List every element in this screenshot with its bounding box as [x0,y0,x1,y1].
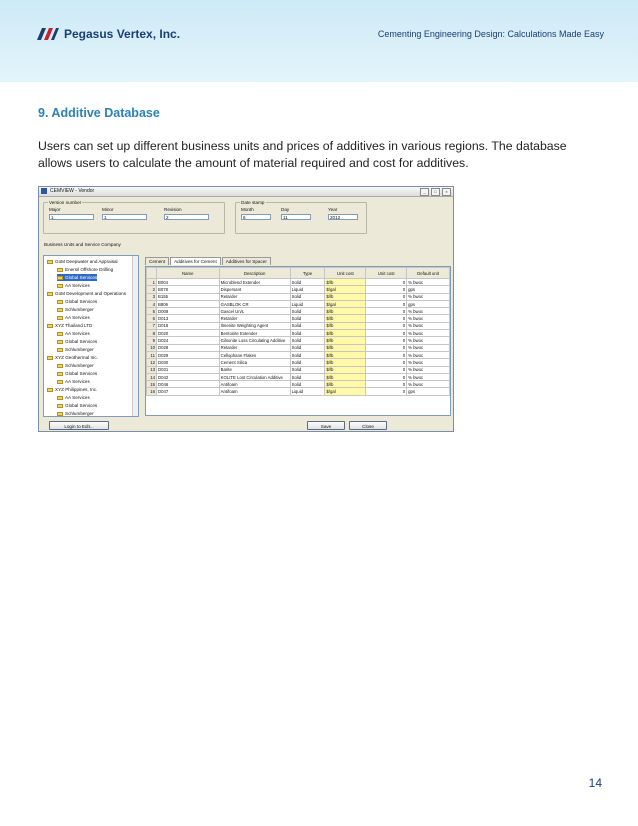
tree-node[interactable] [47,354,98,361]
cell-description[interactable]: Barite [219,366,290,373]
cell-name[interactable]: D042 [156,373,219,380]
cell-name[interactable]: D028 [156,344,219,351]
cell-unit-cost-value[interactable]: 0 [366,293,407,300]
tree-node-label: XYZ Thailand LTD [55,323,93,328]
table-row[interactable] [147,330,450,337]
cell-unit-cost[interactable]: $/lb [325,337,366,344]
cell-description[interactable]: Cellophane Flakes [219,351,290,358]
cell-name[interactable]: D020 [156,330,219,337]
row-number: 14 [147,373,157,380]
minor-field[interactable]: 1 [102,214,147,220]
cell-type[interactable]: Solid [290,279,325,286]
cell-default-unit[interactable]: gps [407,300,450,307]
cell-unit-cost[interactable]: $/lb [325,359,366,366]
tree-node[interactable] [57,394,90,401]
additives-grid [145,266,451,416]
tree-node-label: XYZ Geothermal Inc. [55,355,98,360]
cell-unit-cost-value[interactable]: 0 [366,308,407,315]
cell-default-unit[interactable]: % bwoc [407,330,450,337]
day-field[interactable]: 11 [281,214,311,220]
additive-tabs [145,257,272,265]
tree-node[interactable] [47,386,97,393]
cell-unit-cost[interactable]: $/lb [325,373,366,380]
cell-unit-cost[interactable]: $/lb [325,279,366,286]
tree-node[interactable] [57,338,97,345]
row-number: 3 [147,293,157,300]
cell-type[interactable]: Solid [290,330,325,337]
folder-icon [57,348,63,352]
cell-unit-cost[interactable]: $/lb [325,344,366,351]
cell-default-unit[interactable]: % bwoc [407,381,450,388]
year-field[interactable]: 2012 [328,214,358,220]
cell-type[interactable]: Solid [290,381,325,388]
folder-icon [57,308,63,312]
tree-node[interactable] [57,314,90,321]
tree-node-label: AA Services [65,315,90,320]
cell-type[interactable]: Liquid [290,300,325,307]
cell-default-unit[interactable]: gps [407,388,450,395]
month-field[interactable]: 6 [241,214,271,220]
tree-node-label: GoM Development and Operations [55,291,126,296]
folder-icon [57,396,63,400]
table-row[interactable] [147,315,450,322]
major-field[interactable]: 1 [49,214,94,220]
tab-additives-spacer[interactable]: Additives for Spacer [222,257,271,265]
tree-node[interactable] [57,266,113,273]
tree-node-label: Enersil Offshore Drilling [65,267,114,272]
row-number: 9 [147,337,157,344]
header-tagline: Cementing Engineering Design: Calculations Made Easy [377,29,604,39]
cell-name[interactable]: B806 [156,300,219,307]
cell-type[interactable]: Solid [290,315,325,322]
cell-description[interactable]: KOLITE Lost Circulation Additive [219,373,290,380]
folder-icon [57,284,63,288]
cell-type[interactable]: Solid [290,359,325,366]
tree-node-label: Global Services [65,403,98,408]
row-number: 6 [147,315,157,322]
cell-default-unit[interactable]: % bwoc [407,315,450,322]
cell-description[interactable]: Retarder [219,315,290,322]
cell-type[interactable]: Liquid [290,286,325,293]
folder-icon [47,324,53,328]
cell-description[interactable]: Gilsonite Loss Circulating Additive [219,337,290,344]
cell-description[interactable]: Bentonite Extender [219,330,290,337]
cell-name[interactable]: D047 [156,388,219,395]
tab-additives-cement[interactable]: Additives for Cement [170,257,221,265]
maximize-icon[interactable]: □ [431,188,440,196]
tree-node[interactable] [57,402,97,409]
folder-icon [47,292,53,296]
tree-node[interactable] [47,290,126,297]
tree-node-label: Schlumberger [65,347,94,352]
table-row[interactable] [147,366,450,373]
cell-default-unit[interactable]: % bwoc [407,351,450,358]
cell-unit-cost[interactable]: $/lb [325,293,366,300]
date-group-label: Date stamp [241,200,265,205]
business-units-tree[interactable] [43,255,139,417]
cell-unit-cost[interactable]: $/gal [325,388,366,395]
cell-type[interactable]: Solid [290,344,325,351]
cell-default-unit[interactable]: % bwoc [407,373,450,380]
vendor-window-screenshot [38,186,454,432]
row-number: 4 [147,300,157,307]
table-row[interactable] [147,373,450,380]
tree-node[interactable] [47,258,118,265]
tree-node-label: XYZ Philippines, Inc. [55,387,98,392]
cell-name[interactable]: D031 [156,366,219,373]
cell-unit-cost-value[interactable]: 0 [366,366,407,373]
folder-icon [57,404,63,408]
cell-name[interactable]: D024 [156,337,219,344]
table-row[interactable] [147,351,450,358]
row-number-header [147,268,157,279]
row-number: 16 [147,388,157,395]
close-button[interactable]: Close [349,421,387,430]
cell-description[interactable]: Antifoam [219,381,290,388]
table-row[interactable] [147,388,450,395]
tree-node-label: Schlumberger [65,411,94,416]
login-to-edit-button[interactable]: Login to Edit... [49,421,109,430]
cell-unit-cost[interactable]: $/lb [325,366,366,373]
cell-default-unit[interactable]: gps [407,286,450,293]
year-label: Year [328,207,338,212]
folder-icon [57,332,63,336]
cell-type[interactable]: Solid [290,337,325,344]
folder-icon [57,300,63,304]
cell-default-unit[interactable]: % bwoc [407,344,450,351]
tree-label: Business Units and Service Company [44,242,121,247]
company-name: Pegasus Vertex, Inc. [64,27,181,41]
tree-node[interactable] [57,362,94,369]
tree-node-label: Global Services [65,371,98,376]
row-number: 5 [147,308,157,315]
row-number: 7 [147,322,157,329]
row-number: 2 [147,286,157,293]
table-row[interactable] [147,293,450,300]
section-body: Users can set up different business units and prices of additives in various regions. The database allows users to calculate the amount of material required and cost for additives. [38,139,567,170]
cell-unit-cost[interactable]: $/lb [325,308,366,315]
tree-scrollbar[interactable] [132,256,138,416]
cell-description[interactable]: Retarder [219,293,290,300]
tree-node[interactable] [57,370,97,377]
column-header-description[interactable]: Description [219,268,290,279]
row-number: 15 [147,381,157,388]
row-number: 10 [147,344,157,351]
cell-type[interactable]: Solid [290,322,325,329]
folder-icon [57,372,63,376]
tree-node[interactable] [57,306,94,313]
cell-name[interactable]: B155 [156,293,219,300]
cell-unit-cost-value[interactable]: 0 [366,337,407,344]
row-number: 13 [147,366,157,373]
tree-node[interactable] [57,330,90,337]
cell-unit-cost[interactable]: $/lb [325,315,366,322]
page-number: 14 [588,776,602,790]
page-header [0,0,638,82]
cell-name[interactable]: D046 [156,381,219,388]
cell-type[interactable]: Solid [290,366,325,373]
minor-label: Minor [102,207,114,212]
cell-default-unit[interactable]: % bwoc [407,322,450,329]
tree-node[interactable] [47,322,92,329]
tree-node-label: GoM Deepwater and Appraisal [55,259,118,264]
row-number: 12 [147,359,157,366]
cell-type[interactable]: Solid [290,373,325,380]
column-header-type[interactable]: Type [290,268,325,279]
folder-icon [57,268,63,272]
cell-type[interactable]: Liquid [290,388,325,395]
cell-type[interactable]: Solid [290,351,325,358]
folder-icon [57,412,63,416]
tree-node[interactable] [57,282,90,289]
cell-unit-cost-value[interactable]: 0 [366,300,407,307]
table-row[interactable] [147,279,450,286]
cell-unit-cost-value[interactable]: 0 [366,359,407,366]
tree-node-label: AA Services [65,379,90,384]
section-title: 9. Additive Database [38,106,160,120]
tree-node-label: Global Services [65,339,98,344]
cell-unit-cost-value[interactable]: 0 [366,330,407,337]
cell-unit-cost-value[interactable]: 0 [366,315,407,322]
cell-unit-cost-value[interactable]: 0 [366,286,407,293]
app-icon [41,188,47,194]
cell-description[interactable]: Cement Silica [219,359,290,366]
folder-icon [57,340,63,344]
folder-icon [57,276,63,280]
row-number: 8 [147,330,157,337]
cell-unit-cost-value[interactable]: 0 [366,381,407,388]
table-row[interactable] [147,337,450,344]
cell-unit-cost[interactable]: $/lb [325,351,366,358]
cell-description[interactable]: Dispersant [219,286,290,293]
row-number: 1 [147,279,157,286]
cell-default-unit[interactable]: % bwoc [407,359,450,366]
column-header-name[interactable]: Name [156,268,219,279]
folder-icon [57,364,63,368]
table-row[interactable] [147,344,450,351]
folder-icon [47,260,53,264]
cell-name[interactable]: D030 [156,359,219,366]
cell-unit-cost-value[interactable]: 0 [366,388,407,395]
cell-default-unit[interactable]: % bwoc [407,279,450,286]
tree-node-label: Schlumberger [65,307,94,312]
table-row[interactable] [147,286,450,293]
tree-node-label: Schlumberger [65,363,94,368]
tree-node[interactable] [57,274,97,281]
tree-node[interactable] [57,346,94,353]
major-label: Major [49,207,61,212]
cell-name[interactable]: D013 [156,315,219,322]
column-header-default-unit[interactable]: Default unit [407,268,450,279]
cell-unit-cost-value[interactable]: 0 [366,279,407,286]
cell-description[interactable]: Microblend Extender [219,279,290,286]
cell-description[interactable]: Antifoam [219,388,290,395]
tree-node-label: Global Services [65,299,98,304]
table-row[interactable] [147,359,450,366]
minimize-icon[interactable]: _ [420,188,429,196]
row-number: 11 [147,351,157,358]
cell-unit-cost[interactable]: $/gal [325,300,366,307]
cell-description[interactable]: GASBLOK CR [219,300,290,307]
tree-node[interactable] [57,410,94,417]
cell-default-unit[interactable]: % bwoc [407,308,450,315]
cell-description[interactable]: Gascel Un/L [219,308,290,315]
save-button[interactable]: Save [307,421,345,430]
version-group [43,202,225,234]
cell-description[interactable]: Ilmenite Weighting Agent [219,322,290,329]
cell-unit-cost-value[interactable]: 0 [366,322,407,329]
column-header-unit-cost[interactable]: Unit cost [325,268,366,279]
table-row[interactable] [147,300,450,307]
table-row[interactable] [147,308,450,315]
cell-default-unit[interactable]: % bwoc [407,337,450,344]
cell-name[interactable]: D008 [156,308,219,315]
cell-unit-cost-value[interactable]: 0 [366,351,407,358]
window-title: CEMVIEW - Vendor [50,188,95,194]
day-label: Day [281,207,290,212]
table-row[interactable] [147,381,450,388]
tree-node[interactable] [57,298,97,305]
cell-name[interactable]: D018 [156,322,219,329]
folder-icon [47,356,53,360]
cell-default-unit[interactable]: % bwoc [407,366,450,373]
tree-node-label: AA Services [65,395,90,400]
cell-name[interactable]: D029 [156,351,219,358]
cell-type[interactable]: Solid [290,293,325,300]
revision-label: Revision [164,207,182,212]
tree-node-label: Global Services [65,275,98,280]
tree-node-label: AA Services [65,331,90,336]
cell-unit-cost-value[interactable]: 0 [366,373,407,380]
cell-default-unit[interactable]: % bwoc [407,293,450,300]
folder-icon [57,380,63,384]
cell-name[interactable]: B004 [156,279,219,286]
table-row[interactable] [147,322,450,329]
version-group-label: Version number [49,200,82,205]
folder-icon [47,388,53,392]
column-header-unit-cost-2[interactable]: Unit cost [366,268,407,279]
cell-unit-cost-value[interactable]: 0 [366,344,407,351]
close-icon[interactable]: × [442,188,451,196]
month-label: Month [241,207,254,212]
folder-icon [57,316,63,320]
cell-unit-cost[interactable]: $/lb [325,322,366,329]
revision-field[interactable]: 2 [164,214,209,220]
cell-type[interactable]: Solid [290,308,325,315]
date-group [235,202,367,234]
cell-name[interactable]: B078 [156,286,219,293]
cell-description[interactable]: Retarder [219,344,290,351]
cell-unit-cost[interactable]: $/lb [325,381,366,388]
cell-unit-cost[interactable]: $/lb [325,330,366,337]
pegasus-logo-icon [37,28,59,40]
cell-unit-cost[interactable]: $/gal [325,286,366,293]
tab-cement[interactable]: Cement [145,257,169,265]
tree-node-label: AA Services [65,283,90,288]
window-titlebar [39,187,453,197]
tree-node[interactable] [57,378,90,385]
